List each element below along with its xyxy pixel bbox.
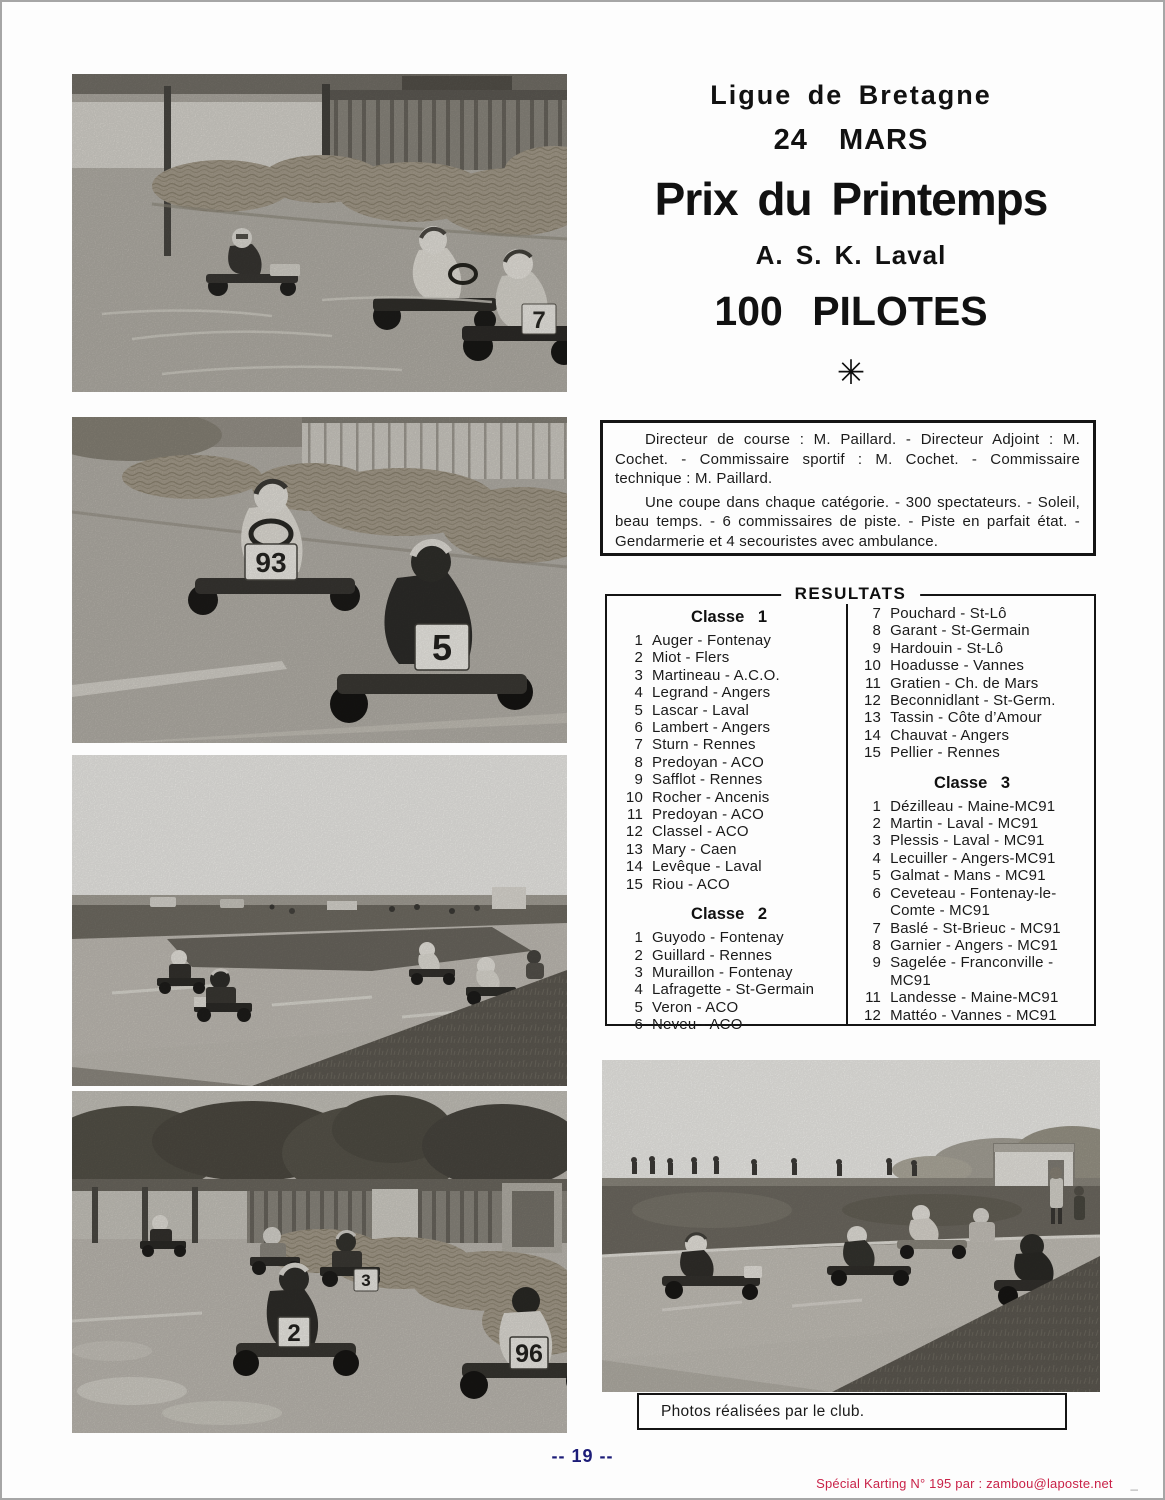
result-entry: Rocher - Ancenis bbox=[652, 788, 770, 806]
result-row bbox=[856, 692, 1088, 709]
result-position: 8 bbox=[872, 936, 882, 954]
result-row bbox=[618, 702, 840, 719]
result-position: 15 bbox=[863, 744, 882, 762]
kart-number: 7 bbox=[532, 307, 546, 334]
result-position: 12 bbox=[863, 692, 882, 710]
result-position: 1 bbox=[872, 797, 882, 815]
result-row bbox=[618, 789, 840, 806]
result-position: 9 bbox=[872, 954, 882, 972]
organizing-club: A. S. K. Laval bbox=[755, 240, 947, 270]
photo-caption-box bbox=[637, 1393, 1067, 1430]
result-row bbox=[856, 657, 1088, 674]
result-position: 9 bbox=[634, 771, 643, 789]
result-entry: Tassin - Côte d’Amour bbox=[890, 709, 1042, 727]
classe2-continued-list bbox=[856, 605, 1088, 762]
classe2-list bbox=[618, 929, 840, 1033]
kart-number: 3 bbox=[361, 1271, 371, 1290]
photo-3-scene bbox=[72, 755, 567, 1086]
result-row bbox=[618, 771, 840, 788]
result-position: 6 bbox=[872, 884, 882, 902]
result-position: 11 bbox=[865, 989, 882, 1007]
result-row bbox=[856, 885, 1088, 920]
officials-info-box bbox=[600, 420, 1096, 556]
result-row bbox=[856, 622, 1088, 639]
result-entry: Predoyan - ACO bbox=[652, 753, 765, 771]
classe3-title: Classe 3 bbox=[934, 773, 1011, 792]
scan-credit-footer bbox=[816, 1476, 1138, 1491]
footer-underscore: _ bbox=[1130, 1476, 1138, 1491]
kart-number: 5 bbox=[431, 627, 453, 668]
result-row bbox=[856, 920, 1088, 937]
result-row bbox=[856, 954, 1088, 989]
result-position: 12 bbox=[625, 823, 643, 841]
result-position: 11 bbox=[627, 806, 643, 824]
result-position: 5 bbox=[634, 701, 643, 719]
result-entry: Classel - ACO bbox=[652, 823, 749, 841]
classe1-list bbox=[618, 632, 840, 893]
results-column-left bbox=[607, 596, 848, 1034]
result-position: 1 bbox=[634, 632, 643, 649]
result-position: 13 bbox=[863, 709, 882, 727]
scan-credit-text: Spécial Karting N° 195 par : bbox=[816, 1476, 983, 1491]
result-row bbox=[618, 981, 840, 998]
result-row bbox=[618, 667, 840, 684]
result-position: 14 bbox=[863, 726, 882, 744]
result-position: 10 bbox=[625, 788, 643, 806]
result-position: 8 bbox=[634, 753, 643, 771]
result-entry: Hardouin - St-Lô bbox=[890, 639, 1004, 657]
result-row bbox=[856, 937, 1088, 954]
result-row bbox=[856, 675, 1088, 692]
photo-karts-2-3-96 bbox=[72, 1091, 567, 1433]
result-row bbox=[618, 649, 840, 666]
result-entry: Levêque - Laval bbox=[652, 858, 762, 876]
result-position: 4 bbox=[634, 684, 643, 702]
result-entry: Mattéo - Vannes - MC91 bbox=[890, 1006, 1057, 1024]
result-position: 8 bbox=[872, 622, 882, 640]
result-position: 2 bbox=[634, 946, 643, 964]
result-entry: Mary - Caen bbox=[652, 840, 737, 858]
result-entry: Plessis - Laval - MC91 bbox=[890, 832, 1045, 850]
result-row bbox=[856, 605, 1088, 622]
result-entry: Neveu - ACO bbox=[652, 1016, 743, 1034]
result-row bbox=[618, 754, 840, 771]
classe2-title: Classe 2 bbox=[691, 905, 768, 924]
result-entry: Lascar - Laval bbox=[652, 701, 750, 719]
result-row bbox=[856, 850, 1088, 867]
classe1-title: Classe 1 bbox=[691, 608, 768, 626]
result-position: 3 bbox=[634, 666, 643, 684]
results-column-right bbox=[848, 596, 1094, 1024]
masthead bbox=[602, 80, 1100, 393]
result-row bbox=[618, 719, 840, 736]
result-position: 3 bbox=[872, 832, 882, 850]
result-row bbox=[618, 876, 840, 893]
result-entry: Auger - Fontenay bbox=[652, 632, 772, 649]
result-entry: Sturn - Rennes bbox=[652, 736, 756, 754]
result-row bbox=[618, 1016, 840, 1033]
officials-paragraph: Directeur de course : M. Paillard. - Directeur Adjoint : M. Cochet. - Commissaire sportif : M. Cochet. - Commissaire technique : M. Paillard. bbox=[615, 431, 1080, 487]
result-position: 1 bbox=[634, 929, 643, 947]
result-position: 14 bbox=[625, 858, 643, 876]
result-entry: Lambert - Angers bbox=[652, 719, 771, 737]
result-row bbox=[856, 640, 1088, 657]
result-entry: Beconnidlant - St-Germ. bbox=[890, 692, 1056, 710]
result-position: 3 bbox=[634, 963, 643, 981]
result-entry: Hoadusse - Vannes bbox=[890, 657, 1025, 675]
photo-4-scene bbox=[72, 1091, 567, 1433]
result-row bbox=[856, 832, 1088, 849]
photo-caption: Photos réalisées par le club. bbox=[661, 1402, 865, 1420]
result-position: 7 bbox=[872, 605, 882, 622]
result-entry: Predoyan - ACO bbox=[652, 806, 765, 824]
results-box bbox=[605, 584, 1096, 1034]
result-row bbox=[618, 806, 840, 823]
result-row bbox=[618, 841, 840, 858]
result-position: 2 bbox=[872, 815, 882, 833]
result-row bbox=[618, 929, 840, 946]
kart-number: 96 bbox=[515, 1340, 543, 1368]
result-entry: Lafragette - St-Germain bbox=[652, 981, 815, 999]
result-position: 7 bbox=[872, 919, 882, 937]
result-position: 6 bbox=[634, 719, 643, 737]
result-entry: Veron - ACO bbox=[652, 998, 739, 1016]
result-row bbox=[856, 798, 1088, 815]
result-row bbox=[618, 823, 840, 840]
result-entry: Guyodo - Fontenay bbox=[652, 929, 784, 947]
result-position: 5 bbox=[872, 867, 882, 885]
result-entry: Pellier - Rennes bbox=[890, 744, 1000, 762]
photo-karts-corner bbox=[72, 74, 567, 392]
result-position: 9 bbox=[872, 639, 882, 657]
photo-track-overview bbox=[72, 755, 567, 1086]
result-row bbox=[618, 947, 840, 964]
result-row bbox=[618, 858, 840, 875]
result-entry: Martineau - A.C.O. bbox=[652, 666, 780, 684]
result-position: 2 bbox=[634, 649, 643, 667]
result-entry: Pouchard - St-Lô bbox=[890, 605, 1007, 622]
result-row bbox=[856, 744, 1088, 761]
league-title: Ligue de Bretagne bbox=[710, 80, 992, 110]
result-entry: Guillard - Rennes bbox=[652, 946, 773, 964]
result-row bbox=[856, 1007, 1088, 1024]
result-entry: Galmat - Mans - MC91 bbox=[890, 867, 1046, 885]
pilots-count: 100 PILOTES bbox=[714, 288, 988, 334]
result-entry: Garant - St-Germain bbox=[890, 622, 1030, 640]
result-position: 13 bbox=[625, 840, 643, 858]
photo-2-scene bbox=[72, 417, 567, 743]
results-heading: RESULTATS bbox=[781, 584, 921, 604]
result-row bbox=[856, 709, 1088, 726]
result-row bbox=[856, 867, 1088, 884]
result-row bbox=[856, 989, 1088, 1006]
result-position: 4 bbox=[634, 981, 643, 999]
result-entry: Muraillon - Fontenay bbox=[652, 963, 793, 981]
event-details-paragraph: Une coupe dans chaque catégorie. - 300 spectateurs. - Soleil, beau temps. - 6 commissaires de piste. - Piste en parfait état. - Gendarmerie et 4 secouristes avec ambulance. bbox=[615, 493, 1080, 550]
kart-number: 93 bbox=[255, 547, 287, 578]
result-row bbox=[856, 815, 1088, 832]
result-entry: Legrand - Angers bbox=[652, 684, 771, 702]
photo-5-scene bbox=[602, 1060, 1100, 1392]
star-ornament-icon: ✳ bbox=[836, 354, 866, 392]
result-entry: Gratien - Ch. de Mars bbox=[890, 674, 1039, 692]
result-row bbox=[618, 736, 840, 753]
classe3-list bbox=[856, 798, 1088, 1024]
result-row bbox=[618, 964, 840, 981]
result-entry: Safflot - Rennes bbox=[652, 771, 763, 789]
result-row bbox=[856, 727, 1088, 744]
result-entry: Lecuiller - Angers-MC91 bbox=[890, 849, 1056, 867]
footer-email-link[interactable]: zambou@laposte.net bbox=[986, 1476, 1113, 1491]
event-title: Prix du Printemps bbox=[654, 173, 1048, 225]
photo-race-start-spectators bbox=[602, 1060, 1100, 1392]
result-row bbox=[618, 999, 840, 1016]
page-number: -- 19 -- bbox=[551, 1446, 614, 1466]
result-row bbox=[618, 632, 840, 649]
photo-1-scene bbox=[72, 74, 567, 392]
result-entry: Riou - ACO bbox=[652, 875, 730, 893]
result-position: 10 bbox=[863, 657, 882, 675]
result-position: 5 bbox=[634, 998, 643, 1016]
result-position: 15 bbox=[625, 875, 643, 893]
result-position: 12 bbox=[863, 1006, 882, 1024]
result-entry: Dézilleau - Maine-MC91 bbox=[890, 797, 1056, 815]
photo-karts-93-5 bbox=[72, 417, 567, 743]
result-entry: Garnier - Angers - MC91 bbox=[890, 936, 1059, 954]
event-date: 24 MARS bbox=[773, 124, 929, 156]
result-entry: Chauvat - Angers bbox=[890, 726, 1010, 744]
kart-number: 2 bbox=[287, 1320, 301, 1347]
result-entry: Baslé - St-Brieuc - MC91 bbox=[890, 919, 1061, 937]
result-position: 6 bbox=[634, 1016, 643, 1034]
result-position: 4 bbox=[872, 849, 882, 867]
result-entry: Martin - Laval - MC91 bbox=[890, 815, 1039, 833]
result-entry: Miot - Flers bbox=[652, 649, 730, 667]
result-entry: Ceveteau - Fontenay-le-Comte - MC91 bbox=[890, 884, 1057, 920]
result-entry: Sagelée - Franconville - MC91 bbox=[890, 954, 1054, 989]
result-position: 7 bbox=[634, 736, 643, 754]
result-row bbox=[618, 684, 840, 701]
result-position: 11 bbox=[865, 674, 882, 692]
result-entry: Landesse - Maine-MC91 bbox=[890, 989, 1059, 1007]
